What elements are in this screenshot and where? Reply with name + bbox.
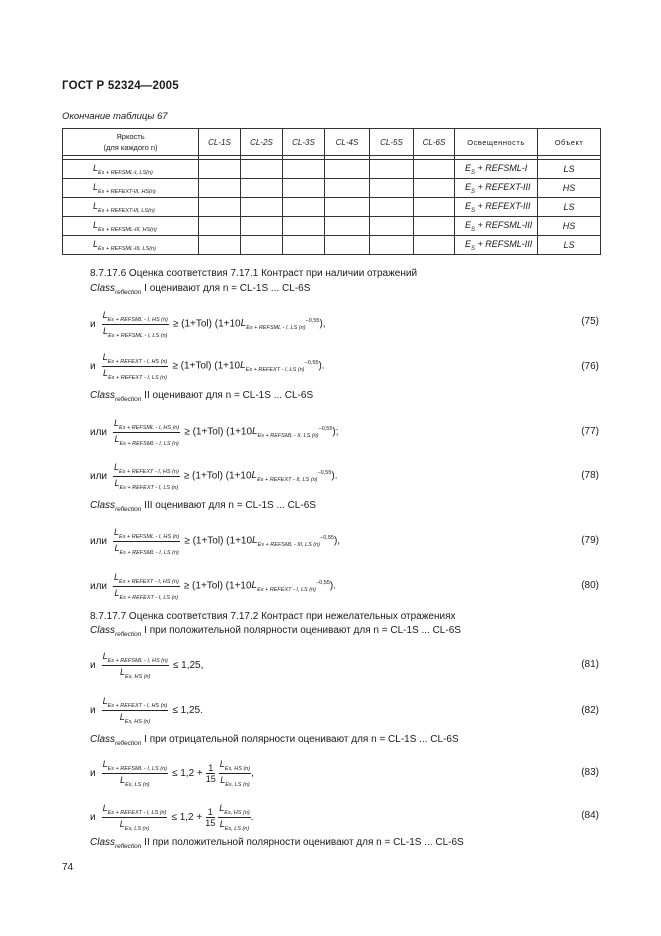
equation-number-76: (76) — [581, 361, 599, 372]
table-row — [63, 198, 601, 217]
equation-number-84: (84) — [581, 810, 599, 821]
section-8-7-17-6: 8.7.17.6 Оценка соответствия 7.17.1 Контраст при наличии отражений — [90, 268, 418, 279]
equation-76: и $\frac{L_{Es + REFEXT - I, HS (n)}}{L_{Es + REFEXT - I, LS (n)}}$ ≥ (1+Tol) $(1+10L_{Es + REFEXT - I, LS (n)}^{-0,55})$. — [90, 352, 325, 381]
luminance-cell: $L_{Es + REFEXT-III, HS(n)}$ — [63, 179, 199, 198]
luminance-cell: $L_{Es + REFSML-III, HS(n)}$ — [63, 217, 199, 236]
equation-number-78: (78) — [581, 470, 599, 481]
equation-82: и $\frac{L_{Es + REFEXT - I, HS (n)}}{L_{Es, HS (n)}}$ ≤ 1,25. — [90, 696, 203, 725]
class-line-1: Class$_{reflection}$ I оценивают для n = CL-1S ... CL-6S — [90, 283, 311, 296]
equation-number-83: (83) — [581, 767, 599, 778]
equation-number-79: (79) — [581, 535, 599, 546]
equation-75: и $\frac{L_{Es + REFSML - I, HS (n)}}{L_{Es + REFSML - I, LS (n)}}$ ≥ (1+Tol) $(1+10L_{Es + REFSML - I, LS (n)}^{-0,55})$, — [90, 310, 326, 339]
table-67 — [62, 128, 601, 255]
equation-81: и $\frac{L_{Es + REFSML - I, HS (n)}}{L_{Es, HS (n)}}$ ≤ 1,25, — [90, 651, 204, 680]
luminance-cell: $L_{Es + REFEXT-III, LS(n)}$ — [63, 198, 199, 217]
equation-number-82: (82) — [581, 705, 599, 716]
object-cell: LS — [538, 198, 601, 217]
object-cell: LS — [538, 236, 601, 255]
equation-77: или $\frac{L_{Es + REFSML - I, HS (n)}}{L_{Es + REFSML - I, LS (n)}}$ ≥ (1+Tol) $(1+10L_{Es + REFSML - II, LS (n)}^{-0,55})$; — [90, 418, 339, 447]
illumination-cell: $E_S$ + REFSML-III — [455, 217, 538, 236]
header-brightness — [63, 129, 199, 156]
illumination-cell: $E_S$ + REFSML-I — [455, 160, 538, 179]
equation-78: или $\frac{L_{Es + REFEXT - I, HS (n)}}{L_{Es + REFEXT - I, LS (n)}}$ ≥ (1+Tol) $(1+10L_{Es + REFEXT - II, LS (n)}^{-0,55})$. — [90, 462, 338, 491]
header-col-cl6s: CL-6S — [414, 129, 455, 156]
equation-number-81: (81) — [581, 659, 599, 670]
illumination-cell: $E_S$ + REFEXT-III — [455, 179, 538, 198]
section-8-7-17-7: 8.7.17.7 Оценка соответствия 7.17.2 Контраст при нежелательных отражениях — [90, 611, 456, 622]
luminance-cell: $L_{Es + REFSML-I, LS(n)}$ — [63, 160, 199, 179]
table-row — [63, 236, 601, 255]
class-line-2: Class$_{reflection}$ II оценивают для n = CL-1S ... CL-6S — [90, 390, 314, 403]
class-line-6: Class$_{reflection}$ II при положительной полярности оценивают для n = CL-1S ... CL-6S — [90, 837, 464, 850]
class-line-4: Class$_{reflection}$ I при положительной полярности оценивают для n = CL-1S ... CL-6S — [90, 625, 461, 638]
table-caption: Окончание таблицы 67 — [62, 111, 168, 122]
table-row — [63, 160, 601, 179]
page-number: 74 — [62, 862, 74, 873]
header-brightness-line1: Яркость — [116, 132, 145, 141]
equation-number-80: (80) — [581, 580, 599, 591]
table-row — [63, 179, 601, 198]
document-id: ГОСТ Р 52324—2005 — [62, 80, 179, 92]
table-row — [63, 217, 601, 236]
header-col-cl1s: CL-1S — [199, 129, 241, 156]
object-cell: HS — [538, 179, 601, 198]
illumination-cell: $E_S$ + REFEXT-III — [455, 198, 538, 217]
header-illumination: Освещенность — [455, 129, 538, 156]
header-brightness-line2: (для каждого n) — [103, 143, 158, 152]
class-line-5: Class$_{reflection}$ I при отрицательной полярности оценивают для n = CL-1S ... CL-6S — [90, 734, 459, 747]
object-cell: LS — [538, 160, 601, 179]
equation-number-77: (77) — [581, 426, 599, 437]
header-object: Объект — [538, 129, 601, 156]
equation-number-75: (75) — [581, 316, 599, 327]
class-line-3: Class$_{reflection}$ III оценивают для n = CL-1S ... CL-6S — [90, 500, 316, 513]
table-header-row — [63, 129, 601, 156]
equation-80: или $\frac{L_{Es + REFEXT - I, HS (n)}}{L_{Es + REFEXT - I, LS (n)}}$ ≥ (1+Tol) $(1+10L_{Es + REFEXT - I, LS (n)}^{-0,55})$. — [90, 572, 336, 601]
header-col-cl4s: CL-4S — [325, 129, 370, 156]
object-cell: HS — [538, 217, 601, 236]
equation-79: или $\frac{L_{Es + REFSML - I, HS (n)}}{L_{Es + REFSML - I, LS (n)}}$ ≥ (1+Tol) $(1+10L_{Es + REFSML - III, LS (n)}^{-0,55})$, — [90, 527, 341, 556]
header-col-cl5s: CL-5S — [370, 129, 414, 156]
equation-83: и $\frac{L_{Es + REFSML - I, LS (n)}}{L_{Es, LS (n)}}$ ≤ 1,2 + $\frac{1}{15}$ $\frac{L_{Es, HS (n)}}{L_{Es, LS (n)}}$ , — [90, 759, 254, 788]
equation-84: и $\frac{L_{Es + REFEXT - I, LS (n)}}{L_{Es, LS (n)}}$ ≤ 1,2 + $\frac{1}{15}$ $\frac{L_{Es, HS (n)}}{L_{Es, LS (n)}}$ . — [90, 803, 254, 832]
illumination-cell: $E_S$ + REFSML-III — [455, 236, 538, 255]
header-col-cl2s: CL-2S — [241, 129, 283, 156]
luminance-cell: $L_{Es + REFSML-III, LS(n)}$ — [63, 236, 199, 255]
header-col-cl3s: CL-3S — [283, 129, 325, 156]
